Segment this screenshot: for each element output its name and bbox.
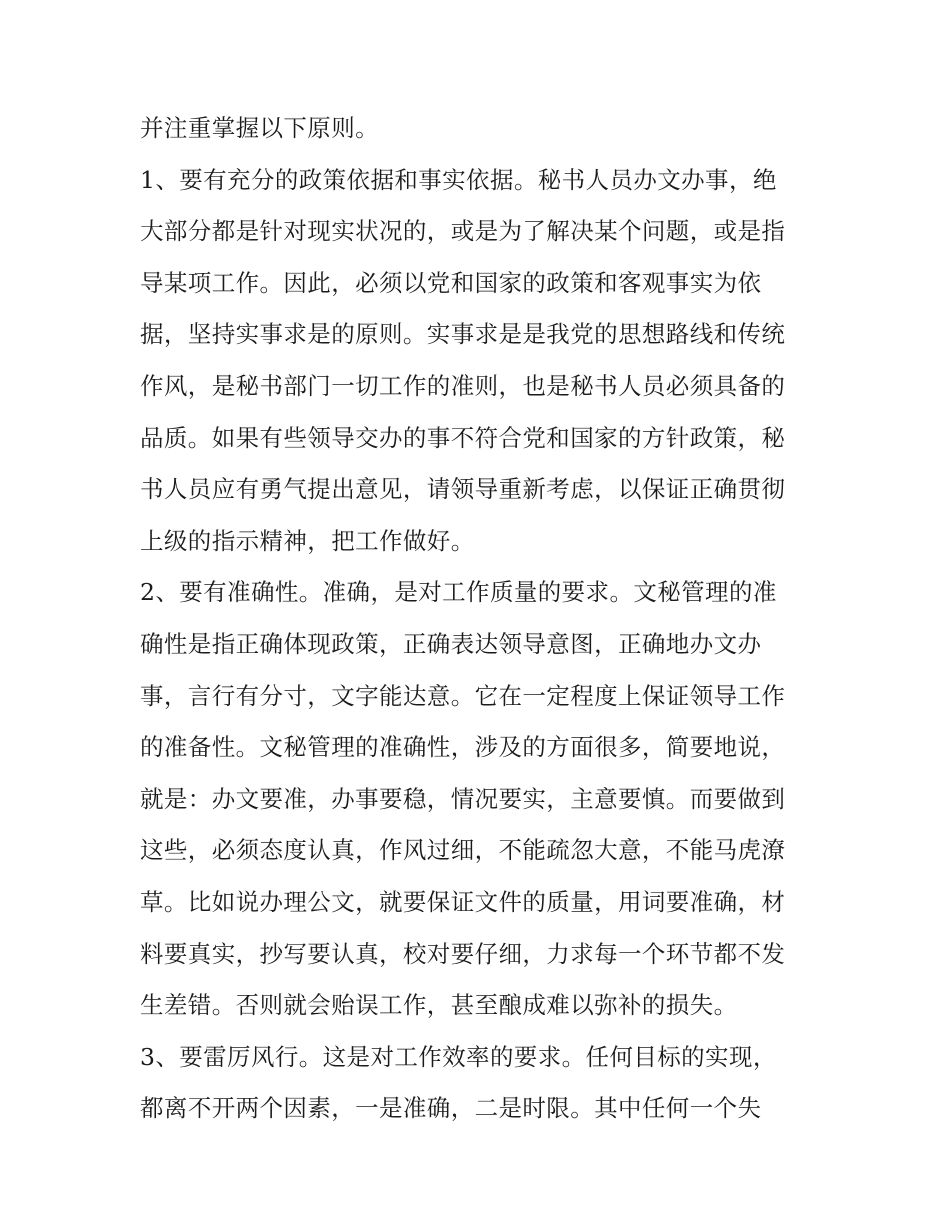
text-line: 品质。如果有些领导交办的事不符合党和国家的方针政策，秘 (140, 423, 786, 452)
text-line: 都离不开两个因素，一是准确，二是时限。其中任何一个失 (140, 1094, 762, 1123)
text-line: 2、要有准确性。准确，是对工作质量的要求。文秘管理的准 (140, 578, 777, 607)
text-line: 导某项工作。因此，必须以党和国家的政策和客观事实为依 (140, 268, 762, 297)
text-line: 草。比如说办理公文，就要保证文件的质量，用词要准确，材 (140, 887, 786, 916)
text-line: 大部分都是针对现实状况的，或是为了解决某个问题，或是指 (140, 217, 786, 246)
body-text (140, 103, 830, 1135)
text-line: 就是：办文要准，办事要稳，情况要实，主意要慎。而要做到 (140, 784, 786, 813)
text-line: 确性是指正确体现政策，正确表达领导意图，正确地办文办 (140, 629, 762, 658)
text-line: 据，坚持实事求是的原则。实事求是是我党的思想路线和传统 (140, 320, 786, 349)
text-line: 生差错。否则就会贻误工作，甚至酿成难以弥补的损失。 (140, 991, 738, 1020)
text-line: 料要真实，抄写要认真，校对要仔细，力求每一个环节都不发 (140, 939, 786, 968)
text-line: 作风，是秘书部门一切工作的准则，也是秘书人员必须具备的 (140, 371, 786, 400)
text-line: 的准备性。文秘管理的准确性，涉及的方面很多，简要地说， (140, 733, 786, 762)
text-line: 这些，必须态度认真，作风过细，不能疏忽大意，不能马虎潦 (140, 836, 786, 865)
text-line: 书人员应有勇气提出意见，请领导重新考虑，以保证正确贯彻 (140, 475, 786, 504)
text-line: 并注重掌握以下原则。 (140, 114, 379, 142)
text-line: 事，言行有分寸，文字能达意。它在一定程度上保证领导工作 (140, 681, 786, 710)
text-line: 上级的指示精神，把工作做好。 (140, 526, 475, 555)
text-line: 1、要有充分的政策依据和事实依据。秘书人员办文办事，绝 (140, 165, 777, 194)
text-line: 3、要雷厉风行。这是对工作效率的要求。任何目标的实现， (140, 1042, 777, 1071)
